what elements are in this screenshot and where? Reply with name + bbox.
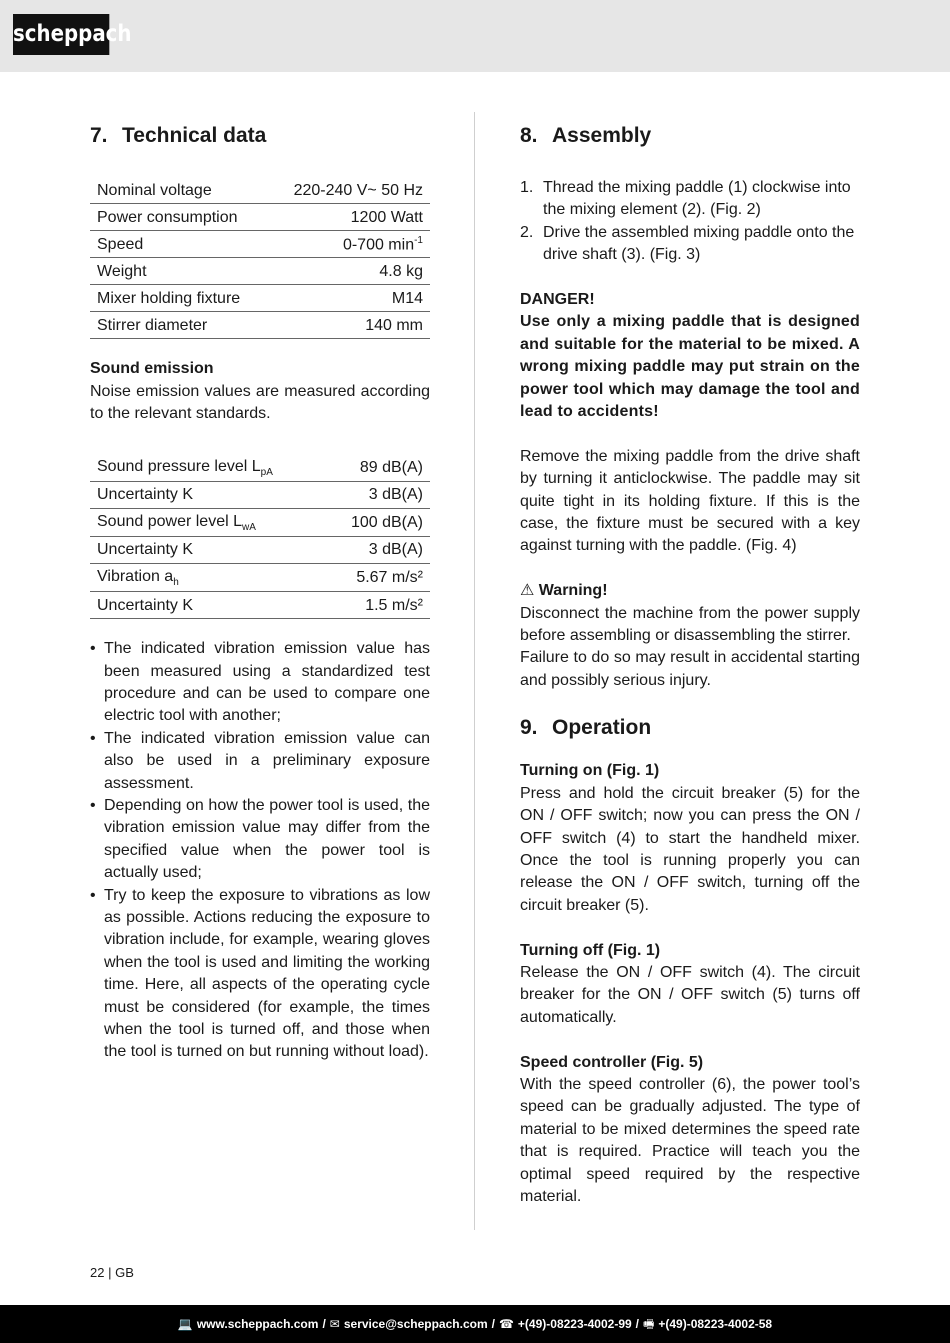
spec-label: Uncertainty K	[90, 592, 324, 619]
spec-value: 100 dB(A)	[324, 508, 430, 536]
email-link[interactable]: service@scheppach.com	[343, 1317, 488, 1331]
column-divider	[474, 112, 475, 1230]
table-row	[90, 204, 430, 231]
right-column	[520, 124, 860, 1208]
phone-icon: ☎	[498, 1317, 514, 1331]
spec-value: 1.5 m/s²	[324, 592, 430, 619]
spec-value: 0-700 $\min^{-1}$	[268, 231, 430, 258]
danger-text: Use only a mixing paddle that is designed and suitable for the material to be mixed. A wrong mixing paddle may put strain on the power tool which may damage the tool and lead to accidents!	[520, 313, 860, 421]
email-icon: ✉	[329, 1317, 340, 1331]
spec-label: Sound power level $L_{wA}$	[90, 508, 324, 536]
list-item: 2. Drive the assembled mixing paddle onto the drive shaft (3). (Fig. 3)	[520, 223, 855, 264]
section-number: 7.	[90, 124, 108, 147]
section-9-heading	[520, 716, 860, 740]
website-link[interactable]: www.scheppach.com	[196, 1317, 319, 1331]
spec-label: Uncertainty K	[90, 481, 324, 508]
spec-value: 1200 Watt	[268, 204, 430, 231]
warning-text: Disconnect the machine from the power supply before assembling or disassembling the stirrer.	[520, 604, 860, 645]
list-item: • The indicated vibration emission value can also be used in a preliminary exposure assessment.	[90, 728, 430, 795]
spec-label: Speed	[90, 231, 268, 258]
table-row	[90, 536, 430, 563]
fax-icon: 🖷	[643, 1317, 655, 1331]
section-title: Assembly	[552, 124, 652, 147]
spec-label: Power consumption	[90, 204, 268, 231]
spec-value: M14	[268, 285, 430, 312]
warning-triangle-icon: ⚠	[520, 582, 535, 600]
spec-label: Uncertainty K	[90, 536, 324, 563]
warning-heading: ⚠ Warning!	[520, 582, 608, 600]
spec-value: 220-240 V~ 50 Hz	[268, 177, 430, 204]
assembly-steps	[520, 177, 860, 267]
spec-value: 5.67 m/s²	[324, 563, 430, 591]
spec-label: Weight	[90, 258, 268, 285]
spec-value: 89 dB(A)	[324, 454, 430, 482]
spec-label: Vibration $a_h$	[90, 563, 324, 591]
spec-value: 3 dB(A)	[324, 536, 430, 563]
spec-label: Nominal voltage	[90, 177, 268, 204]
list-item: • The indicated vibration emission value has been measured using a standardized test procedure and can be used to compare one electric tool with another;	[90, 638, 430, 728]
section-title: Technical data	[122, 124, 267, 147]
sound-emission-text: Noise emission values are measured according to the relevant standards.	[90, 382, 430, 423]
warning-text: Failure to do so may result in accidental starting and possibly serious injury.	[520, 649, 860, 689]
section-title: Operation	[552, 716, 652, 740]
list-item: • Depending on how the power tool is used, the vibration emission value may differ from the specified value when the power tool is actually used;	[90, 795, 430, 885]
remove-paddle-text: Remove the mixing paddle from the drive shaft by turning it anticlockwise. The paddle may sit quite tight in its holding fixture. If this is the case, the fixture must be secured with a key against turning with the paddle. (Fig. 4)	[520, 447, 860, 555]
speed-controller-heading: Speed controller (Fig. 5)	[520, 1053, 704, 1071]
sound-data-table	[90, 454, 430, 620]
table-row	[90, 177, 430, 204]
fax-number: +(49)-08223-4002-58	[658, 1317, 773, 1331]
table-row	[90, 312, 430, 339]
danger-title: DANGER!	[520, 291, 595, 309]
footer-contact-bar: 💻 www.scheppach.com / ✉ service@scheppach.com / ☎ +(49)-08223-4002-99 / 🖷 +(49)-08223-4002-58	[0, 1305, 950, 1343]
spec-label: Stirrer diameter	[90, 312, 268, 339]
table-row	[90, 231, 430, 258]
table-row	[90, 592, 430, 619]
spec-value: 3 dB(A)	[324, 481, 430, 508]
turning-on-text: Press and hold the circuit breaker (5) for the ON / OFF switch; now you can press the ON / OFF switch (4) to start the handheld mixer. Once the tool is running properly you can release the ON / OFF switch, turning off the circuit breaker (5).	[520, 784, 860, 914]
section-8-heading	[520, 124, 860, 148]
table-row	[90, 563, 430, 591]
section-number: 8.	[520, 124, 538, 147]
turning-off-text: Release the ON / OFF switch (4). The circuit breaker for the ON / OFF switch (5) turns off automatically.	[520, 963, 860, 1026]
list-item: • Try to keep the exposure to vibrations as low as possible. Actions reducing the exposure to vibration include, for example, wearing gloves when the tool is used and limiting the working time. Here, all aspects of the operating cycle must be considered (for example, the times when the tool is turned off, and those when the tool is turned on but running without load).	[90, 885, 430, 1064]
spec-label: Mixer holding fixture	[90, 285, 268, 312]
table-row	[90, 454, 430, 482]
vibration-notes-list	[90, 638, 430, 1064]
spec-label: Sound pressure level $L_{pA}$	[90, 454, 324, 482]
table-row	[90, 258, 430, 285]
header-band	[0, 0, 950, 72]
table-row	[90, 508, 430, 536]
section-7-heading	[90, 124, 430, 148]
sound-emission-heading: Sound emission	[90, 360, 214, 378]
table-row	[90, 285, 430, 312]
list-item: 1. Thread the mixing paddle (1) clockwise into the mixing element (2). (Fig. 2)	[520, 179, 851, 219]
speed-controller-text: With the speed controller (6), the power tool’s speed can be gradually adjusted. The type of material to be mixed determines the speed rate that is required. Practice will teach you the optimal speed required by the respective material.	[520, 1075, 860, 1205]
phone-number: +(49)-08223-4002-99	[517, 1317, 632, 1331]
table-row	[90, 481, 430, 508]
technical-data-table	[90, 177, 430, 339]
turning-off-heading: Turning off (Fig. 1)	[520, 941, 661, 959]
spec-value: 140 mm	[268, 312, 430, 339]
page-number: 22 | GB	[90, 1265, 134, 1280]
spec-value: 4.8 kg	[268, 258, 430, 285]
turning-on-heading: Turning on (Fig. 1)	[520, 762, 660, 780]
section-number: 9.	[520, 716, 538, 740]
left-column	[90, 124, 430, 1064]
computer-icon: 💻	[177, 1317, 193, 1331]
scheppach-logo: scheppach	[13, 14, 109, 55]
